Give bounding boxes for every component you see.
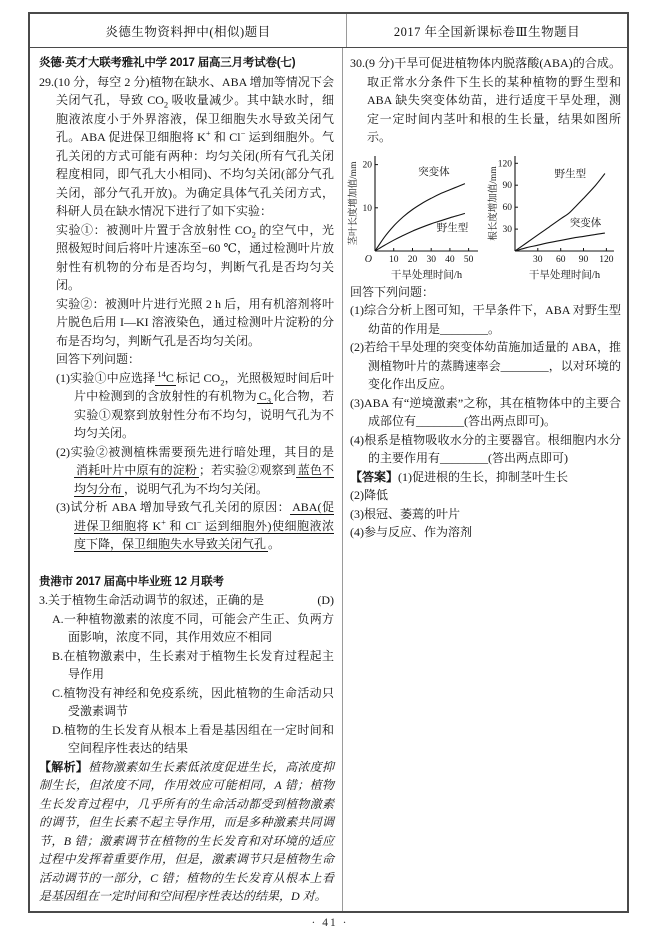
- q3-option-b: B.在植物激素中，生长素对于植物生长发育过程起主导作用: [52, 648, 334, 681]
- q30-sub3: (3)ABA 有“逆境激素”之称，其在植物体中的主要合成部位有________(答出两点即可)。: [350, 395, 621, 428]
- q30-sub2: (2)若给干旱处理的突变体幼苗施加适量的 ABA，推测植物叶片的蒸腾速率会________，以对环境的变化作出反应。: [350, 340, 621, 391]
- q3-answer-letter: (D): [317, 593, 334, 607]
- svg-text:干旱处理时间/h: 干旱处理时间/h: [528, 269, 601, 281]
- svg-text:30: 30: [502, 224, 512, 235]
- q30-answer-2: (2)降低: [350, 488, 388, 502]
- q30-prompt: 回答下列问题：: [350, 284, 435, 299]
- q29-sub2: (2)实验②被测植株需要预先进行暗处理，其目的是消耗叶片中原有的淀粉 ；若实验②观察到 蓝色不均匀分布 ，说明气孔为不均匀关闭。: [56, 444, 334, 496]
- growth-charts-figure: [347, 150, 621, 281]
- svg-text:突变体: 突变体: [418, 166, 450, 178]
- svg-text:茎叶长度增加值/mm: 茎叶长度增加值/mm: [349, 161, 359, 245]
- q3-option-d: D.植物的生长发育从根本上看是基因组在一定时间和空间程序性表达的结果: [52, 722, 334, 755]
- svg-text:10: 10: [362, 203, 372, 214]
- table-header-row: [30, 14, 627, 48]
- svg-text:突变体: 突变体: [569, 217, 602, 229]
- header-right-title: 2017 年全国新课标卷Ⅲ生物题目: [393, 24, 581, 39]
- svg-text:20: 20: [407, 254, 418, 265]
- svg-text:干旱处理时间/h: 干旱处理时间/h: [390, 269, 463, 281]
- q30-stem: 30.(9 分)干旱可促进植物体内脱落酸(ABA)的合成。取正常水分条件下生长的某种植物的野生型和 ABA 缺失突变体幼苗，进行适度干旱处理，测定一定时间内茎叶和根的生长量，结果如图所示。: [350, 56, 621, 144]
- svg-text:60: 60: [555, 254, 566, 265]
- svg-text:O: O: [364, 253, 372, 265]
- svg-text:野生型: 野生型: [554, 168, 587, 180]
- q3-option-a: A.一种植物激素的浓度不同，可能会产生正、负两方面影响，浓度不同，其作用效应不相同: [52, 611, 334, 644]
- q29-sub1: (1)实验①中应选择 $^{14}$C 标记 $CO_2$，光照极短时间后叶片中检测到的含放射性的有机物为 $C_3$ 化合物，若实验①观察到放射性分布不均匀，说明气孔为不均匀关闭。: [56, 368, 335, 440]
- exam-source-title: 炎德·英才大联考雅礼中学 2017 届高三月考试卷(七): [39, 57, 296, 69]
- q29-experiment1: 实验①：被测叶片置于含放射性 $CO_2$ 的空气中，光照极短时间后将叶片速冻至−60 ℃，通过检测叶片放射性有机物的分布是否均匀，判断气孔是否均匀关闭。: [56, 222, 334, 292]
- q30-sub1: (1)综合分析上图可知，干旱条件下，ABA 对野生型幼苗的作用是________。: [350, 303, 621, 336]
- q3-analysis: 【解析】植物激素如生长素低浓度促进生长，高浓度抑制生长，但浓度不同，作用效应可能相同，A 错；植物生长发育过程中，几乎所有的生命活动都受到植物激素的调节，但生长素不起主导作用，而是多种激素共同调节，B 错；激素调节在植物的生长发育和对环境的适应过程中发挥着重要作用，但是，激素调节只是植物生命活动调节的一部分，C 错；植物的生长发育从根本上看是基因组在一定时间和空间程序性表达的结果，D 对。: [39, 759, 334, 903]
- q30-answer-3: (3)根冠、萎蔫的叶片: [350, 506, 460, 521]
- svg-text:120: 120: [497, 158, 512, 169]
- section2-source-title: 贵港市 2017 届高中毕业班 12 月联考: [39, 575, 224, 588]
- svg-text:60: 60: [502, 202, 512, 213]
- svg-text:野生型: 野生型: [436, 222, 469, 234]
- svg-text:120: 120: [599, 254, 614, 265]
- svg-text:30: 30: [426, 254, 436, 265]
- svg-text:20: 20: [362, 160, 372, 171]
- q30-sub4: (4)根系是植物吸收水分的主要器官。根细胞内水分的主要作用有________(答出两点即可): [350, 432, 621, 465]
- worksheet-table: [28, 12, 629, 913]
- page-number: · 41 ·: [311, 917, 349, 929]
- svg-text:10: 10: [388, 254, 399, 265]
- q29-stem: 29.(10 分，每空 2 分)植物在缺水、ABA 增加等情况下会关闭气孔，导致 $CO_2$ 吸收量减少。其中缺水时，细胞液浓度小于外界溶液，保卫细胞失水导致关闭气孔。ABA 促进保卫细胞将 K+ 和 Cl− 运到细胞外。气孔关闭的方式可能有两种：均匀关闭(所有气孔关闭程度相同，即气孔大小相同)、不均匀关闭(部分气孔关闭，部分气孔开放)。为确定具体气孔关闭方式，科研人员在缺水情况下进行了如下实验：: [39, 74, 334, 218]
- svg-text:50: 50: [463, 254, 474, 265]
- q29-experiment2: 实验②：被测叶片进行光照 2 h 后，用有机溶剂将叶片脱色后用 I—KI 溶液染色，通过检测叶片淀粉的分布是否均匀，判断气孔是否均匀关闭。: [56, 296, 334, 348]
- q30-answer-1: 【答案】(1)促进根的生长，抑制茎叶生长: [350, 469, 569, 484]
- q3-option-c: C.植物没有神经和免疫系统，因此植物的生命活动只受激素调节: [52, 685, 334, 718]
- stem-leaf-growth-chart: [347, 150, 487, 281]
- svg-text:30: 30: [533, 254, 543, 265]
- table-body-row: [30, 48, 627, 911]
- svg-text:根长度增加值/mm: 根长度增加值/mm: [489, 165, 499, 241]
- q29-prompt: 回答下列问题：: [56, 352, 141, 366]
- svg-text:90: 90: [502, 180, 512, 191]
- header-left-title: 炎德生物资料押中(相似)题目: [30, 14, 347, 47]
- svg-text:90: 90: [578, 254, 589, 265]
- left-column: [30, 48, 343, 911]
- q29-sub3: (3)试分析 ABA 增加导致气孔关闭的原因： ABA(促进保卫细胞将 K+ 和 Cl− 运到细胞外)使细胞液浓度下降，保卫细胞失水导致关闭气孔 。: [56, 500, 335, 551]
- q30-answer-4: (4)参与反应、作为溶剂: [350, 525, 472, 539]
- svg-text:40: 40: [445, 254, 455, 265]
- q3-stem: (D) 3.关于植物生命活动调节的叙述，正确的是: [39, 591, 334, 610]
- right-column: [343, 48, 627, 911]
- root-growth-chart: [487, 150, 621, 281]
